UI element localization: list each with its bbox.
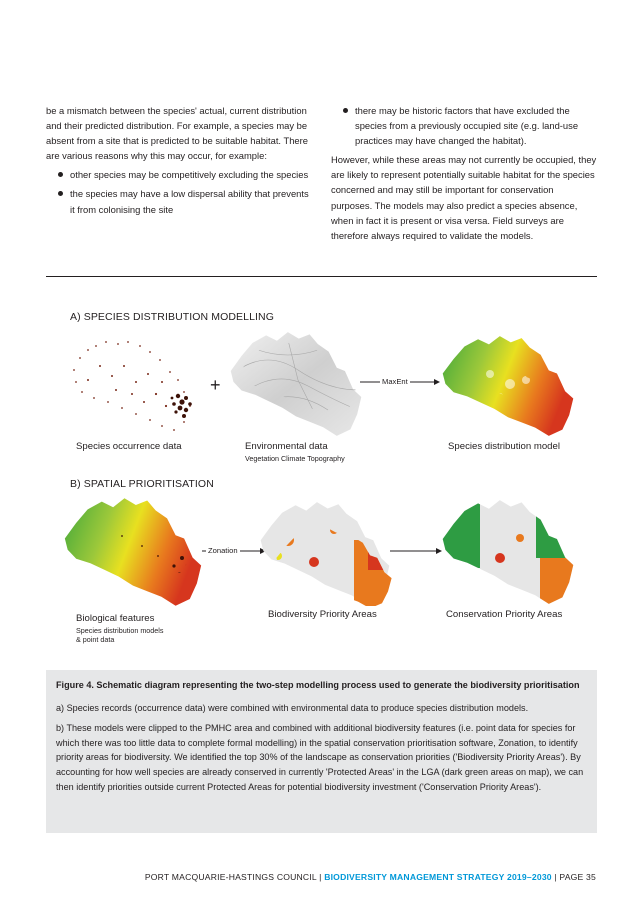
biological-subcaption-1: Species distribution models (76, 626, 164, 635)
environment-subcaption: Vegetation Climate Topography (245, 454, 345, 463)
figure-title: Figure 4. Schematic diagram representing the two-step modelling process used to generate the biodiversity prioritisation (56, 680, 580, 690)
section-b-title: B) SPATIAL PRIORITISATION (70, 478, 214, 490)
list-item: other species may be competitively excluding the species (46, 167, 314, 182)
footer-page-number: | PAGE 35 (551, 872, 596, 882)
footer-strategy: BIODIVERSITY MANAGEMENT STRATEGY 2019–2030 (324, 872, 552, 882)
section-divider (46, 276, 597, 277)
list-item: the species may have a low dispersal ability that prevents it from colonising the site (46, 186, 314, 216)
body-right-column (331, 103, 597, 247)
right-bullet-list (331, 103, 597, 148)
conservation-arrow (390, 545, 442, 557)
occurrence-caption: Species occurrence data (76, 441, 182, 452)
occurrence-points-map (66, 336, 200, 436)
environmental-data-map (228, 330, 364, 438)
zonation-label: Zonation (208, 546, 238, 555)
species-distribution-model-map (440, 334, 576, 438)
section-a-title: A) SPECIES DISTRIBUTION MODELLING (70, 311, 274, 323)
cpa-caption: Conservation Priority Areas (446, 609, 563, 620)
model-caption: Species distribution model (448, 441, 560, 452)
left-bullet-list (46, 167, 314, 216)
footer-council: PORT MACQUARIE-HASTINGS COUNCIL | (144, 872, 325, 882)
list-item: there may be historic factors that have excluded the species from a previously occupied site (e.g. land-use practices may have changed the habitat). (331, 103, 597, 148)
page-footer (145, 872, 596, 882)
conservation-priority-areas-map (440, 498, 576, 606)
biological-subcaption-2: & point data (76, 635, 115, 644)
body-right-paragraph: However, while these areas may not currently be occupied, they are likely to represent potentially suitable habitat for the species concerned and may still be important for conservation purposes. The models may also predict a species absence, when in fact it is present or visa versa. Field surveys are therefore always required to validate the models. (331, 154, 597, 241)
environment-caption: Environmental data (245, 441, 328, 452)
maxent-label: MaxEnt (382, 377, 408, 386)
body-left-column (46, 103, 314, 221)
biodiversity-priority-areas-map (258, 500, 392, 606)
figure-para-a: a) Species records (occurrence data) were combined with environmental data to produce species distribution models. (56, 702, 529, 713)
biological-features-map (62, 496, 204, 608)
figure-para-b: b) These models were clipped to the PMHC area and combined with additional biodiversity features (i.e. point data for species for which there was too little data to complete formal modelling) in the spatial conservation prioritisation software, Zonation, to identify priority areas for biodiversity. We identified the top 30% of the landscape as conservation priorities ('Biodiversity Priority Areas'). By accounting for how well species are already conserved in currently 'Protected Areas' in the LGA (dark green areas on map), we can then identify priorities outside current Protected Areas for potential biodiversity investment ('Conservation Priority Areas'). (56, 723, 584, 792)
figure-caption-box (46, 670, 597, 833)
plus-sign: + (210, 375, 221, 395)
bpa-caption: Biodiversity Priority Areas (268, 609, 377, 620)
body-left-paragraph: be a mismatch between the species' actual, current distribution and their predicted distribution. For example, a species may be absent from a site that is predicted to be suitable habitat. There are various reasons why this may occur, for example: (46, 105, 308, 162)
biological-caption: Biological features (76, 613, 155, 624)
